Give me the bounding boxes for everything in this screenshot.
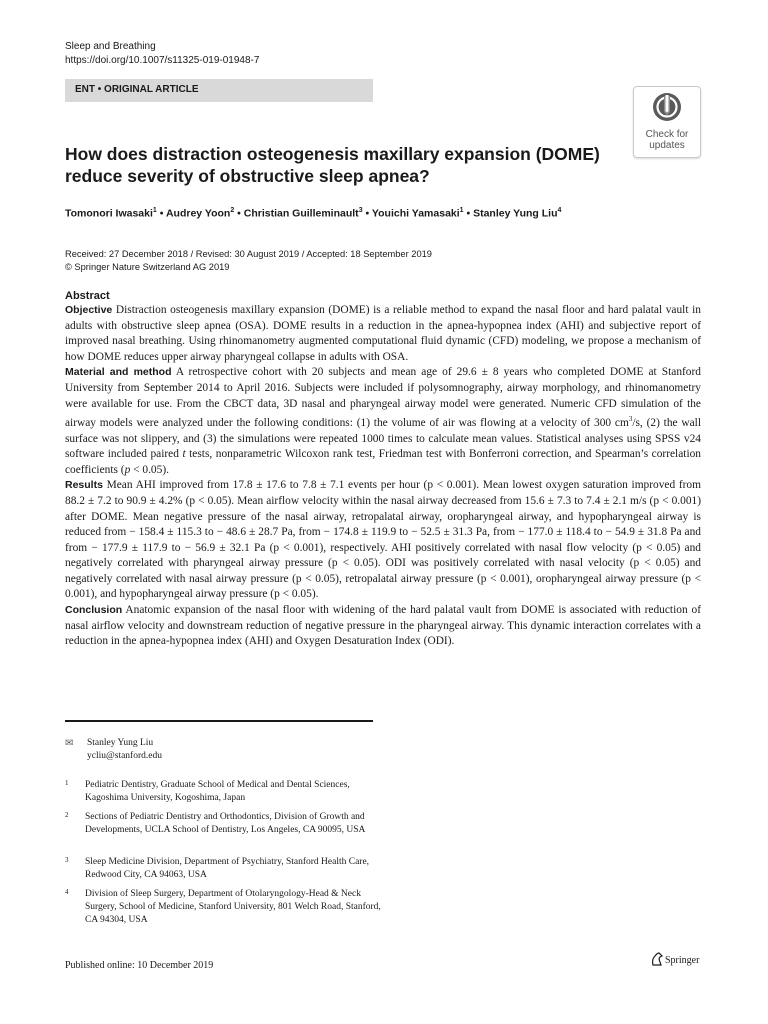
footnote-divider xyxy=(65,720,373,722)
author-name[interactable]: Tomonori Iwasaki xyxy=(65,207,153,220)
methods-text: A retrospective cohort with 20 subjects and mean age of 29.6 ± 8 years who completed DOME at Stanford University from September 2014 to April 2016. Subjects were included if polysomnography, airway morphology, and rhinomanometry were available for use. From the CBCT data, 3D nasal and pharyngeal airway model were generated. Numeric CFD simulation of the airway models were analyzed under the following conditions: (1) the volume of air was flowing at a velocity of 300 cm xyxy=(65,366,701,429)
doi-link[interactable]: https://doi.org/10.1007/s11325-019-01948-7 xyxy=(65,55,260,66)
check-updates-line1: Check for xyxy=(645,129,689,140)
affiliation-text: Sleep Medicine Division, Department of Psychiatry, Stanford Health Care, Redwood City, CA 94063, USA xyxy=(85,857,370,880)
abstract-results xyxy=(65,478,701,603)
author-affiliation-number: 1 xyxy=(152,207,157,214)
author-affiliation-number: 1 xyxy=(459,207,464,214)
author-separator: • xyxy=(463,207,474,220)
affiliation-number: 4 xyxy=(65,888,69,896)
abstract-conclusion xyxy=(65,603,701,650)
journal-name: Sleep and Breathing xyxy=(65,41,156,52)
methods-italic: p xyxy=(124,463,131,476)
affiliation-text: Pediatric Dentistry, Graduate School of Medical and Dental Sciences, Kagoshima University, Kogoshima, Japan xyxy=(85,780,350,803)
author-name[interactable]: Christian Guilleminault xyxy=(243,207,359,220)
publisher-name: Springer xyxy=(665,955,700,966)
article-title: How does distraction osteogenesis maxillary expansion (DOME) reduce severity of obstructive sleep apnea? xyxy=(65,144,600,186)
check-for-updates-badge[interactable] xyxy=(633,86,701,158)
methods-superscript: 3 xyxy=(628,415,633,424)
check-updates-icon xyxy=(651,91,683,127)
author-list xyxy=(65,207,561,220)
affiliation-text: Division of Sleep Surgery, Department of Otolaryngology-Head & Neck Surgery, School of Medicine, Stanford University, 801 Welch Road, Stanford, CA 94304, USA xyxy=(85,889,381,925)
affiliation-number: 3 xyxy=(65,856,69,864)
conclusion-label: Conclusion xyxy=(65,604,123,617)
author-name[interactable]: Audrey Yoon xyxy=(165,207,231,220)
abstract-section xyxy=(65,290,701,650)
objective-label: Objective xyxy=(65,304,113,316)
article-dates xyxy=(65,248,432,274)
author-name[interactable]: Stanley Yung Liu xyxy=(473,207,558,220)
springer-horse-icon xyxy=(650,952,663,966)
author-separator: • xyxy=(156,207,166,220)
results-label: Results xyxy=(65,479,103,492)
check-updates-line2: updates xyxy=(649,140,685,151)
methods-text: < 0.05). xyxy=(130,463,169,476)
journal-header xyxy=(65,40,259,68)
springer-logo xyxy=(650,952,699,966)
envelope-icon: ✉ xyxy=(65,738,74,749)
methods-label: Material and method xyxy=(65,366,172,379)
author-name[interactable]: Youichi Yamasaki xyxy=(371,207,460,220)
section-label: ENT • ORIGINAL ARTICLE xyxy=(75,84,199,95)
abstract-methods xyxy=(65,365,701,478)
author-separator: • xyxy=(234,207,244,220)
author-separator: • xyxy=(362,207,372,220)
conclusion-text: Anatomic expansion of the nasal floor with widening of the hard palatal vault from DOME is associated with reduction of nasal airflow velocity and downstream reduction of negative pressure in the pharyngeal airway. This dynamic interaction correlates with a reduction in the apnea-hypopnea index (AHI) and Oxygen Desaturation Index (ODI). xyxy=(65,604,701,648)
affiliation-number: 1 xyxy=(65,779,69,787)
history-dates: Received: 27 December 2018 / Revised: 30 August 2019 / Accepted: 18 September 2019 xyxy=(65,249,432,259)
results-text: Mean AHI improved from 17.8 ± 17.6 to 7.8 ± 7.1 events per hour (p < 0.001). Mean lowest oxygen saturation improved from 88.2 ± 7.2 to 90.9 ± 4.2% (p < 0.05). Mean airflow velocity within the nasal airway decreased from 15.6 ± 7.3 to 7.4 ± 2.1 m/s (p < 0.001) after DOME. Mean negative pressure of the nasal airway, retropalatal airway, oropharyngeal airway, and hypopharyngeal airway is reduced from − 158.4 ± 115.3 to − 48.6 ± 28.7 Pa, from − 174.8 ± 119.9 to − 52.5 ± 31.3 Pa, from − 177.0 ± 118.4 to − 54.9 ± 31.8 Pa and from − 177.9 ± 117.9 to − 56.9 ± 32.1 Pa (p < 0.001), respectively. AHI positively correlated with nasal flow velocity (p < 0.05) and negatively correlated with pharyngeal airway pressure (p < 0.05). ODI was positively correlated with nasal velocity (p < 0.05) and negatively correlated with nasal airway pressure (p < 0.05), retropalatal airway pressure (p < 0.001), oropharyngeal airway pressure (p < 0.001), and hypopharyngeal airway pressure (p < 0.05). xyxy=(65,479,701,601)
methods-text: /s, (2) the wall surface was not slippery, and (3) the simulations were repeated 1000 times to calculate mean values. Statistical analyses using SPSS v24 software included paired xyxy=(65,416,701,461)
corresponding-email[interactable]: ycliu@stanford.edu xyxy=(87,751,162,761)
author-affiliation-number: 2 xyxy=(230,207,235,214)
copyright-line: © Springer Nature Switzerland AG 2019 xyxy=(65,262,230,272)
abstract-objective xyxy=(65,303,701,365)
section-ribbon xyxy=(65,79,373,102)
methods-text: tests, nonparametric Wilcoxon rank test, Friedman test with Bonferroni correction, and Spearman’s correlation coefficients ( xyxy=(65,448,701,476)
author-affiliation-number: 4 xyxy=(557,207,562,214)
corresponding-author: Stanley Yung Liu xyxy=(87,738,154,748)
affiliation-text: Sections of Pediatric Dentistry and Orthodontics, Division of Growth and Developments, UCLA School of Dentistry, Los Angeles, CA 90095, USA xyxy=(85,812,366,835)
objective-text: Distraction osteogenesis maxillary expansion (DOME) is a reliable method to expand the nasal floor and hard palatal vault in adults with obstructive sleep apnea (OSA). DOME results in a reduction in the apnea-hypopnea index (AHI) and subjective report of improved nasal breathing. Using rhinomanometry augmented computational fluid dynamic (CFD) modeling, we propose a mechanism of how DOME reduces upper airway pharyngeal collapse in adults with OSA. xyxy=(65,304,701,363)
author-affiliation-number: 3 xyxy=(358,207,363,214)
methods-italic: t xyxy=(182,448,186,461)
abstract-heading: Abstract xyxy=(65,290,110,302)
published-online: Published online: 10 December 2019 xyxy=(65,960,214,971)
affiliation-number: 2 xyxy=(65,811,69,819)
